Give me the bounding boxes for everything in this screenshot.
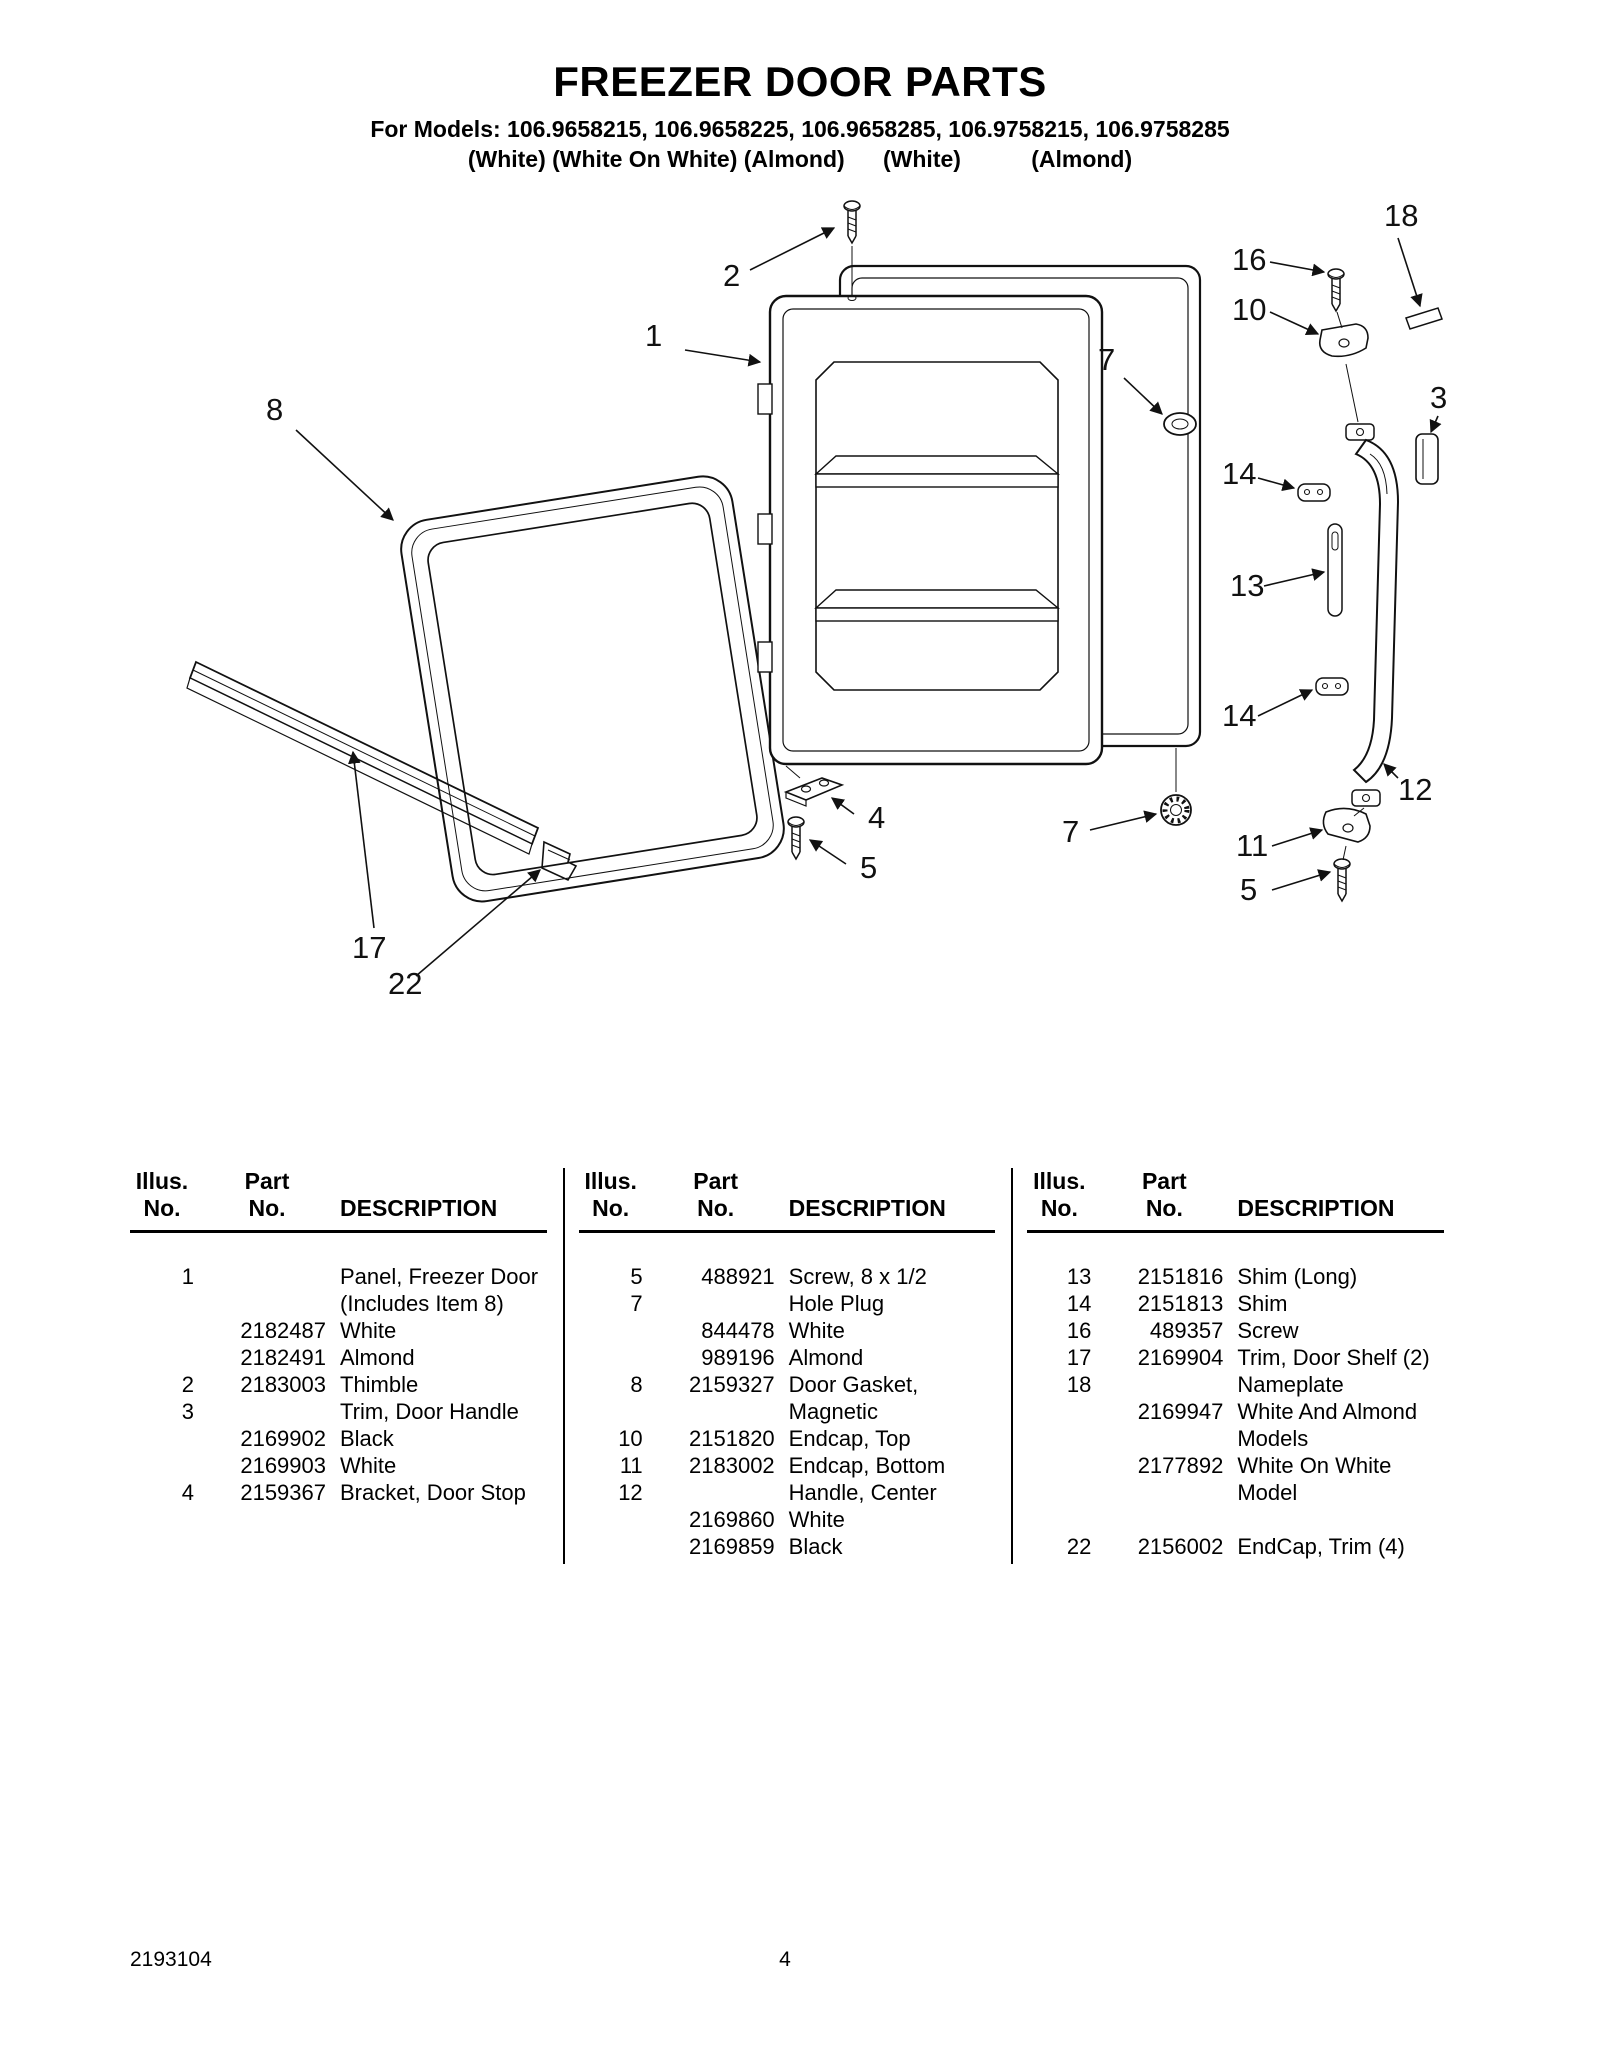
part-row-part-no: 2151813	[1137, 1291, 1224, 1316]
header-illus-no: No.	[143, 1195, 181, 1221]
part-row-illus-no	[130, 1317, 194, 1344]
part-row	[1027, 1371, 1444, 1398]
part-row	[579, 1344, 996, 1371]
part-row-part-no: 488921	[701, 1264, 775, 1289]
part-row	[579, 1506, 996, 1533]
part-row	[579, 1263, 996, 1290]
part-row-description: Black	[340, 1426, 394, 1451]
part-row-description: Trim, Door Handle	[340, 1399, 519, 1424]
callout-12	[1384, 764, 1432, 807]
header-part: Part	[1141, 1168, 1187, 1194]
part-row-illus-no: 10	[618, 1426, 643, 1451]
part-row	[130, 1479, 547, 1506]
part-row-description: Endcap, Top	[788, 1426, 911, 1451]
svg-text:13: 13	[1230, 568, 1265, 603]
svg-text:7: 7	[1062, 814, 1080, 849]
part-row-description: Almond	[340, 1345, 415, 1370]
svg-text:7: 7	[1098, 342, 1116, 377]
callout-1	[645, 318, 760, 362]
screw-upper-right-icon	[1328, 269, 1344, 311]
part-row	[579, 1452, 996, 1479]
callout-5-right	[1240, 872, 1330, 907]
door-gasket-icon	[397, 472, 788, 906]
part-row-illus-no: 3	[181, 1399, 194, 1424]
part-row	[130, 1371, 547, 1398]
header-illus-no: No.	[1040, 1195, 1078, 1221]
screw-lower-right-icon	[1334, 859, 1350, 901]
part-row-description: Shim (Long)	[1237, 1264, 1358, 1289]
callout-2	[723, 228, 834, 293]
header-description: DESCRIPTION	[788, 1195, 946, 1221]
part-row-description: Almond	[788, 1345, 864, 1370]
part-row	[579, 1290, 996, 1317]
freezer-door-panel-icon	[758, 266, 1200, 764]
parts-column-2	[563, 1168, 1012, 1564]
part-row-illus-no: 12	[618, 1480, 643, 1505]
part-row	[130, 1425, 547, 1452]
part-row-description: Hole Plug	[788, 1291, 885, 1316]
page-number: 4	[779, 1948, 791, 1971]
part-row-illus-no: 2	[181, 1372, 194, 1397]
part-row-description: White And Almond Models	[1237, 1399, 1418, 1451]
part-row	[1027, 1398, 1444, 1452]
parts-table	[116, 1168, 1460, 1564]
part-row-illus-no: 18	[1066, 1372, 1092, 1397]
part-row-part-no: 2156002	[1137, 1534, 1224, 1559]
colors-line: (White) (White On White) (Almond) (White) (Almond)	[467, 146, 1133, 172]
header-illus: Illus.	[584, 1168, 637, 1194]
svg-text:2: 2	[723, 258, 741, 293]
header-part-no: No.	[1145, 1195, 1183, 1221]
part-row-description: EndCap, Trim (4)	[1237, 1534, 1405, 1559]
hole-plug-upper-icon	[1164, 413, 1196, 435]
part-row-illus-no: 13	[1066, 1264, 1092, 1289]
part-row-description: Black	[788, 1534, 843, 1559]
part-row-illus-no	[579, 1344, 643, 1371]
callout-22	[388, 870, 540, 1001]
svg-text:12: 12	[1398, 772, 1433, 807]
svg-text:11: 11	[1236, 828, 1269, 863]
part-row-illus-no	[130, 1425, 194, 1452]
header-description: DESCRIPTION	[340, 1195, 498, 1221]
parts-column-1-body	[130, 1233, 547, 1506]
exploded-diagram	[140, 178, 1470, 1044]
part-row-description: Door Gasket, Magnetic	[788, 1372, 919, 1424]
header-illus: Illus.	[135, 1168, 189, 1194]
part-row	[579, 1317, 996, 1344]
part-row-description: Screw	[1237, 1318, 1299, 1343]
part-row	[130, 1452, 547, 1479]
svg-text:18: 18	[1384, 198, 1419, 233]
part-row-part-no	[657, 1290, 775, 1317]
parts-column-header	[130, 1168, 547, 1233]
parts-column-3-body	[1027, 1233, 1444, 1560]
callout-17	[352, 752, 386, 965]
part-row-illus-no	[579, 1506, 643, 1533]
part-row-illus-no	[130, 1452, 194, 1479]
part-row-part-no	[208, 1263, 326, 1317]
svg-text:14: 14	[1222, 456, 1257, 491]
part-row-part-no: 2182491	[240, 1345, 326, 1370]
part-row	[579, 1479, 996, 1506]
part-row-part-no: 489357	[1149, 1318, 1224, 1343]
part-row-description: Handle, Center	[788, 1480, 937, 1505]
svg-text:4: 4	[868, 800, 886, 835]
part-row-part-no: 2169947	[1137, 1399, 1224, 1424]
callout-14-lower	[1222, 690, 1312, 733]
svg-text:22: 22	[388, 966, 423, 1001]
part-row-part-no	[208, 1398, 326, 1425]
svg-text:14: 14	[1222, 698, 1257, 733]
callout-8	[266, 392, 393, 520]
part-row-part-no: 2177892	[1137, 1453, 1224, 1478]
part-row	[1027, 1263, 1444, 1290]
header-part-no: No.	[248, 1195, 286, 1221]
part-row-illus-no: 7	[630, 1291, 643, 1316]
part-row-description: Shim	[1237, 1291, 1288, 1316]
svg-text:16: 16	[1232, 242, 1267, 277]
part-row-description: Panel, Freezer Door (Includes Item 8)	[340, 1264, 539, 1316]
part-row-part-no: 2159367	[240, 1480, 326, 1505]
svg-text:10: 10	[1232, 292, 1267, 327]
trim-endcap-icon	[542, 842, 576, 880]
part-row	[1027, 1452, 1444, 1506]
part-row-illus-no	[579, 1533, 643, 1560]
part-row	[579, 1425, 996, 1452]
part-row	[1027, 1344, 1444, 1371]
part-row-description: White On White Model	[1237, 1453, 1392, 1505]
center-handle-icon	[1346, 424, 1398, 806]
part-row-description: White	[340, 1453, 397, 1478]
part-row-illus-no: 8	[630, 1372, 643, 1397]
endcap-top-icon	[1320, 324, 1368, 356]
shim-upper-icon	[1298, 484, 1330, 501]
header-part: Part	[693, 1168, 739, 1194]
part-row-illus-no: 14	[1066, 1291, 1092, 1316]
part-row	[1027, 1317, 1444, 1344]
screw-lower-left-icon	[788, 817, 804, 859]
part-row-part-no: 2169902	[240, 1426, 326, 1451]
part-row-part-no: 2183003	[240, 1372, 326, 1397]
part-row-description: Thimble	[340, 1372, 419, 1397]
svg-text:3: 3	[1430, 380, 1448, 415]
callout-11	[1236, 828, 1322, 863]
part-row-part-no: 2151816	[1137, 1264, 1224, 1289]
parts-column-1	[116, 1168, 563, 1564]
part-row	[130, 1263, 547, 1317]
part-row-part-no: 2159327	[689, 1372, 775, 1397]
callout-10	[1232, 292, 1318, 334]
parts-column-header	[1027, 1168, 1444, 1233]
hole-plug-lower-icon	[1161, 748, 1191, 825]
part-row-illus-no: 17	[1066, 1345, 1092, 1370]
parts-column-2-body	[579, 1233, 996, 1560]
part-row-part-no	[657, 1479, 775, 1506]
header-description: DESCRIPTION	[1237, 1195, 1395, 1221]
svg-text:1: 1	[645, 318, 663, 353]
part-row	[579, 1371, 996, 1425]
part-row-description: Endcap, Bottom	[788, 1453, 946, 1478]
parts-column-3	[1011, 1168, 1460, 1564]
part-row	[130, 1398, 547, 1425]
part-row-description: Bracket, Door Stop	[340, 1480, 526, 1505]
part-row-illus-no: 22	[1066, 1534, 1092, 1559]
callout-16	[1232, 242, 1324, 277]
part-row-illus-no	[1027, 1452, 1091, 1506]
part-row-description: White	[788, 1507, 845, 1532]
callout-7-lower	[1062, 814, 1156, 849]
shim-lower-icon	[1316, 678, 1348, 695]
part-row-part-no: 2183002	[689, 1453, 775, 1478]
shim-long-icon	[1328, 524, 1342, 616]
page-title: FREEZER DOOR PARTS	[553, 58, 1047, 105]
nameplate-icon	[1406, 308, 1442, 329]
svg-text:8: 8	[266, 392, 284, 427]
part-row	[130, 1317, 547, 1344]
part-row-description: White	[788, 1318, 845, 1343]
part-row-part-no: 2182487	[240, 1318, 326, 1343]
part-row-illus-no: 16	[1066, 1318, 1092, 1343]
callout-3	[1430, 380, 1447, 432]
document-number: 2193104	[130, 1948, 212, 1971]
callout-5-left	[810, 840, 877, 885]
callout-18	[1384, 198, 1420, 306]
part-row-illus-no	[130, 1344, 194, 1371]
part-row-description: White	[340, 1318, 397, 1343]
part-row-description: Trim, Door Shelf (2)	[1237, 1345, 1430, 1370]
models-line: For Models: 106.9658215, 106.9658225, 106.9658285, 106.9758215, 106.9758285	[370, 116, 1230, 142]
part-row-illus-no: 5	[630, 1264, 643, 1289]
part-row-part-no: 2169904	[1137, 1345, 1224, 1370]
exploded-diagram-svg	[140, 178, 1470, 1044]
part-row-part-no: 2169860	[689, 1507, 775, 1532]
part-row	[1027, 1290, 1444, 1317]
endcap-bottom-icon	[1323, 808, 1370, 842]
part-row	[579, 1533, 996, 1560]
parts-column-header	[579, 1168, 996, 1233]
part-row	[130, 1344, 547, 1371]
callout-4	[832, 798, 885, 835]
part-row-part-no: 2169859	[689, 1534, 775, 1559]
trim-door-handle-icon	[1416, 434, 1438, 484]
part-row-part-no	[1105, 1371, 1223, 1398]
header-part: Part	[244, 1168, 290, 1194]
part-row-description: Screw, 8 x 1/2	[788, 1264, 927, 1289]
header-illus-no: No.	[592, 1195, 630, 1221]
header-illus: Illus.	[1033, 1168, 1086, 1194]
callout-13	[1230, 568, 1324, 603]
callout-14-upper	[1222, 456, 1294, 491]
part-row-part-no: 2169903	[240, 1453, 326, 1478]
svg-text:5: 5	[1240, 872, 1258, 907]
part-row-illus-no: 4	[181, 1480, 194, 1505]
part-row-illus-no: 11	[619, 1453, 643, 1478]
part-row	[1027, 1533, 1444, 1560]
svg-text:17: 17	[352, 930, 387, 965]
header-part-no: No.	[697, 1195, 735, 1221]
part-row-part-no: 844478	[701, 1318, 775, 1343]
page-header	[0, 58, 1600, 173]
svg-text:5: 5	[860, 850, 878, 885]
part-row-description: Nameplate	[1237, 1372, 1344, 1397]
part-row-illus-no	[1027, 1398, 1091, 1452]
part-row-illus-no	[579, 1317, 643, 1344]
part-row-illus-no: 1	[181, 1264, 194, 1289]
part-row-part-no: 989196	[701, 1345, 775, 1370]
part-row-part-no: 2151820	[689, 1426, 775, 1451]
